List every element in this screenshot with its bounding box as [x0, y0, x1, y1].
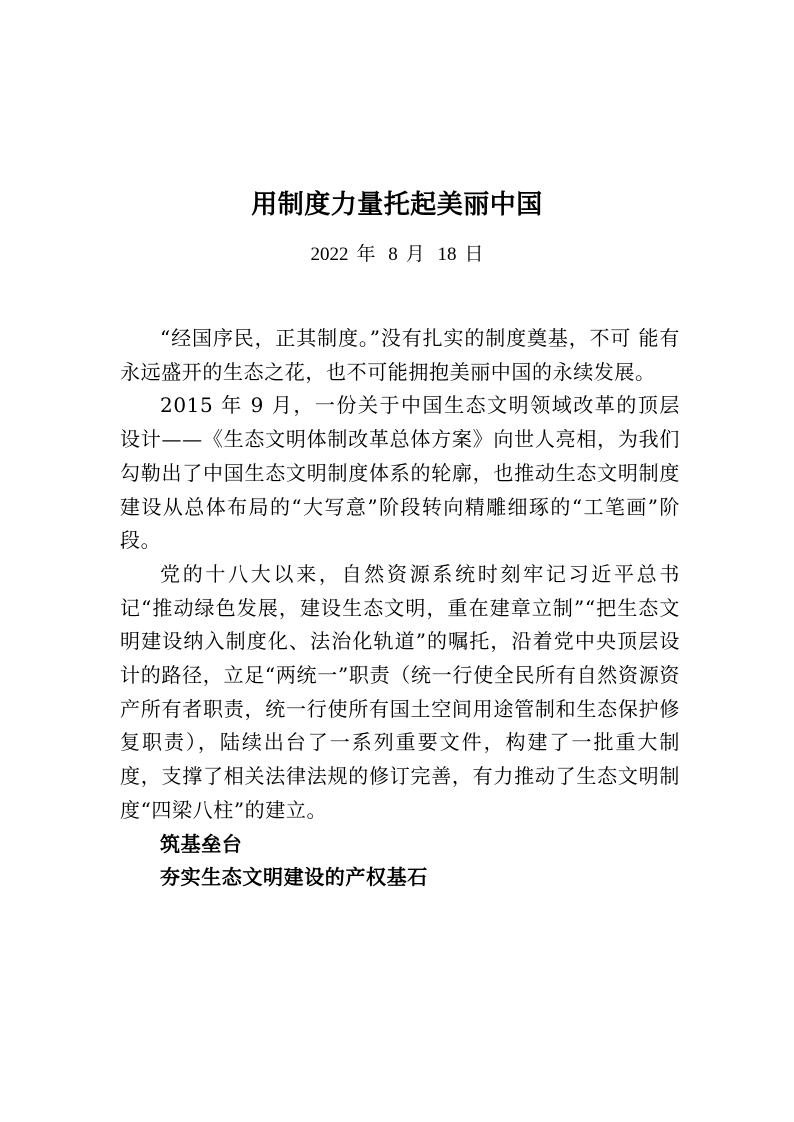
paragraph-1: “经国序民，正其制度。”没有扎实的制度奠基，不可 能有永远盛开的生态之花，也不可能拥抱美丽中国的永续发展。 — [120, 326, 680, 384]
article-date — [0, 239, 794, 266]
date-year-unit: 年 — [356, 244, 376, 265]
section-subheading: 夯实生态文明建设的产权基石 — [160, 865, 428, 890]
article-title: 用制度力量托起美丽中国 — [251, 190, 543, 220]
date-month-unit: 月 — [405, 244, 425, 265]
date-month: 8 — [388, 244, 398, 265]
date-day: 18 — [437, 244, 457, 265]
article-body — [120, 322, 680, 895]
paragraph-3: 党的十八大以来，自然资源系统时刻牢记习近平总书记“推动绿色发展，建设生态文明，重在建章立制”“把生态文明建设纳入制度化、法治化轨道”的嘱托，沿着党中央顶层设计的路径，立足“两统一”职责（统一行使全民所有自然资源资产所有者职责，统一行使所有国土空间用途管制和生态保护修复职责），陆续出台了一系列重要文件，构建了一批重大制度，支撑了相关法律法规的修订完善，有力推动了生态文明制度“四梁八柱”的建立。 — [120, 561, 680, 822]
paragraph-2: 2015 年 9 月，一份关于中国生态文明领域改革的顶层设计——《生态文明体制改革总体方案》向世人亮相，为我们勾勒出了中国生态文明制度体系的轮廓，也推动生态文明制度建设从总体布局的“大写意”阶段转向精雕细琢的“工笔画”阶段。 — [120, 393, 680, 553]
date-day-unit: 日 — [464, 244, 484, 265]
section-heading: 筑基垒台 — [160, 831, 243, 856]
date-year: 2022 — [310, 244, 349, 265]
